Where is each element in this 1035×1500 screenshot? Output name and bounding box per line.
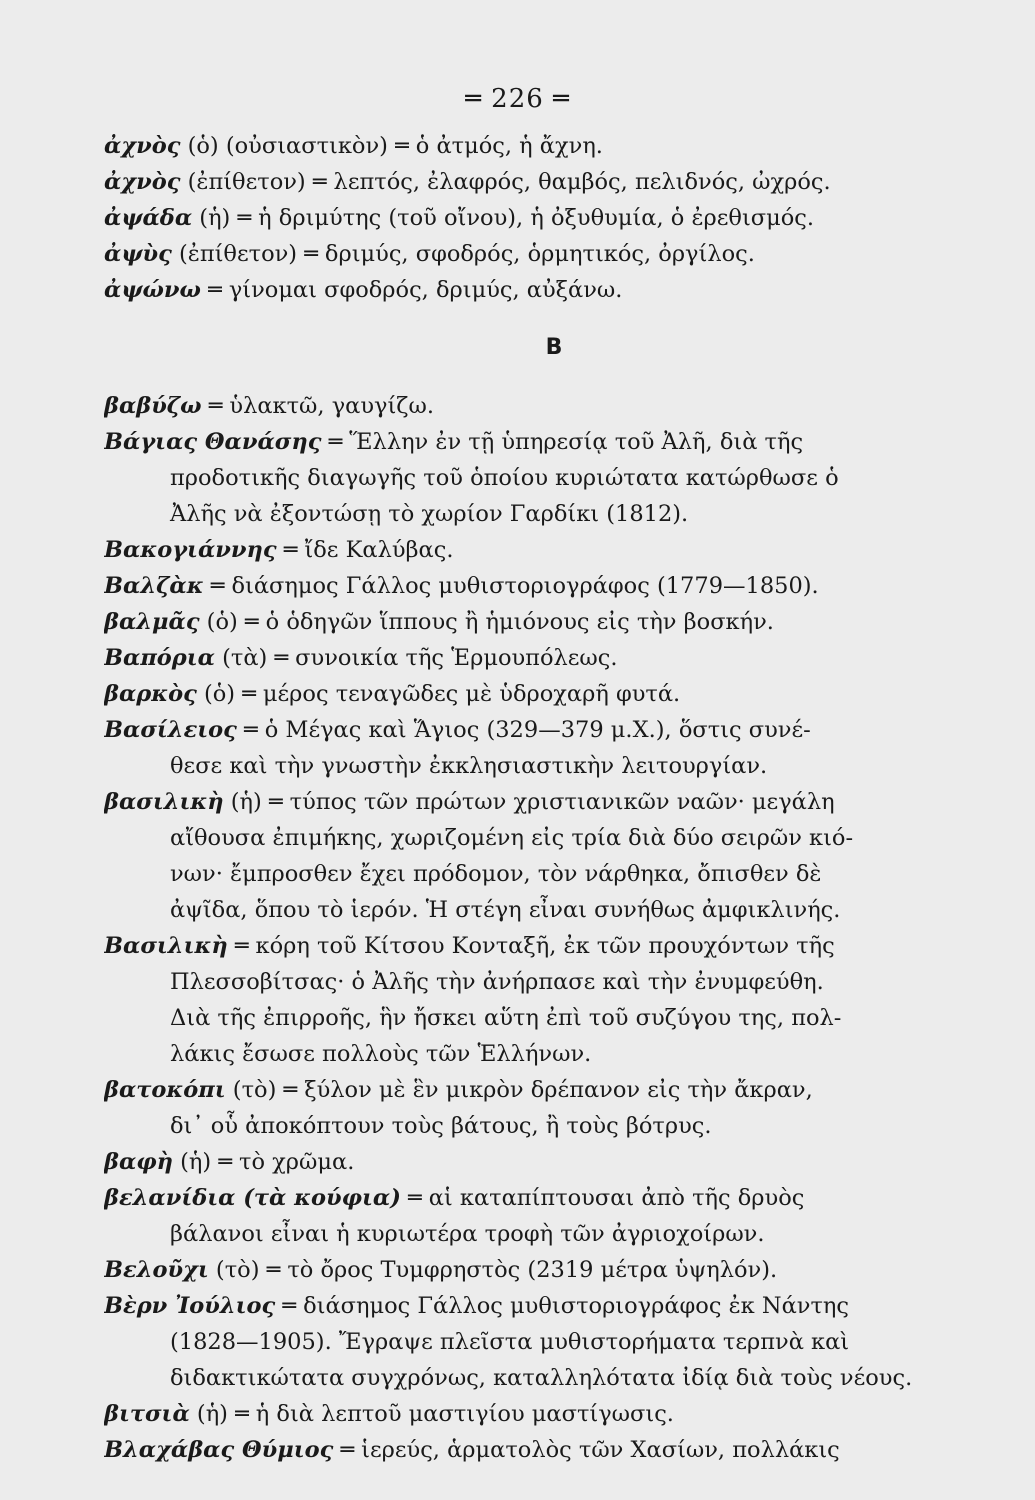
entry-headword: βασιλικὴ — [104, 789, 224, 815]
entry-continuation-line — [104, 460, 994, 496]
entry-definition: (τὸ) ═ τὸ ὄρος Τυμφρηστὸς (2319 μέτρα ὑψηλόν). — [208, 1257, 778, 1283]
entry-continuation-line — [104, 892, 994, 928]
entry-continuation-line — [104, 1216, 994, 1252]
entry-definition: Διὰ τῆς ἐπιρροῆς, ἣν ἤσκει αὕτη ἐπὶ τοῦ συζύγου της, πολ- — [170, 1005, 842, 1031]
entry-headword: Βαλζὰκ — [104, 573, 204, 599]
entry-line — [104, 532, 994, 568]
entry-definition: (ἡ) ═ ἡ δριμύτης (τοῦ οἴνου), ἡ ὀξυθυμία, ὁ ἐρεθισμός. — [192, 205, 815, 231]
entry-line — [104, 1288, 994, 1324]
entry-line — [104, 1072, 994, 1108]
entry-definition: (ἡ) ═ ἡ διὰ λεπτοῦ μαστιγίου μαστίγωσις. — [189, 1401, 674, 1427]
entry-headword: Βὲρν Ἰούλιος — [104, 1293, 276, 1319]
entry-headword: βιτσιὰ — [104, 1401, 190, 1427]
entry-definition: προδοτικῆς διαγωγῆς τοῦ ὁποίου κυριώτατα κατώρθωσε ὁ — [170, 465, 839, 491]
entry-headword: ἀψὺς — [104, 241, 172, 267]
entry-continuation-line — [104, 820, 994, 856]
entry-definition: (ἡ) ═ τὸ χρῶμα. — [172, 1149, 355, 1175]
entry-definition: ═ ὑλακτῶ, γαυγίζω. — [201, 393, 434, 419]
entry-definition: ═ διάσημος Γάλλος μυθιστοριογράφος (1779—1850). — [203, 573, 819, 599]
entry-line — [104, 784, 994, 820]
entry-line — [104, 640, 994, 676]
entry-line — [104, 272, 994, 308]
entry-definition: (ὁ) (οὐσιαστικὸν) ═ ὁ ἀτμός, ἡ ἄχνη. — [180, 133, 603, 159]
entry-line — [104, 712, 994, 748]
entry-line — [104, 676, 994, 712]
entry-headword: βαβύζω — [104, 393, 202, 419]
entry-continuation-line — [104, 1036, 994, 1072]
entry-definition: (1828—1905). Ἔγραψε πλεῖστα μυθιστορήματα τερπνὰ καὶ — [170, 1329, 850, 1355]
entry-line — [104, 1252, 994, 1288]
entry-definition: (ὁ) ═ μέρος τεναγῶδες μὲ ὑδροχαρῆ φυτά. — [196, 681, 681, 707]
entry-definition: δι᾽ οὗ ἀποκόπτουν τοὺς βάτους, ἢ τοὺς βότρυς. — [170, 1113, 712, 1139]
entry-definition: ═ κόρη τοῦ Κίτσου Κονταξῆ, ἐκ τῶν προυχόντων τῆς — [227, 933, 835, 959]
entry-line — [104, 236, 994, 272]
entry-definition: (ἐπίθετον) ═ λεπτός, ἐλαφρός, θαμβός, πελιδνός, ὠχρός. — [180, 169, 831, 195]
entry-definition: διδακτικώτατα συγχρόνως, καταλληλότατα ἰδίᾳ διὰ τοὺς νέους. — [170, 1365, 913, 1391]
entry-line — [104, 1180, 994, 1216]
entry-line — [104, 568, 994, 604]
entry-headword: βελανίδια (τὰ κούφια) — [104, 1185, 401, 1211]
entry-definition: ═ γίνομαι σφοδρός, δριμύς, αὐξάνω. — [200, 277, 623, 303]
entry-definition: Ἀλῆς νὰ ἐξοντώσῃ τὸ χωρίον Γαρδίκι (1812). — [170, 501, 689, 527]
entry-headword: ἀψάδα — [104, 205, 193, 231]
entry-continuation-line — [104, 1324, 994, 1360]
entry-definition: ═ αἱ καταπίπτουσαι ἀπὸ τῆς δρυὸς — [400, 1185, 805, 1211]
entry-headword: Βασίλειος — [104, 717, 237, 743]
entry-line — [104, 164, 994, 200]
entry-headword: Βλαχάβας Θύμιος — [104, 1437, 334, 1463]
entry-definition: ἀψῖδα, ὅπου τὸ ἱερόν. Ἡ στέγη εἶναι συνήθως ἀμφικλινής. — [170, 897, 841, 923]
entry-headword: βαλμᾶς — [104, 609, 200, 635]
entry-definition: (ἐπίθετον) ═ δριμύς, σφοδρός, ὁρμητικός, ὀργίλος. — [171, 241, 755, 267]
entries-list — [104, 128, 994, 1468]
entry-continuation-line — [104, 748, 994, 784]
entry-definition: (ὁ) ═ ὁ ὁδηγῶν ἵππους ἢ ἡμιόνους εἰς τὴν βοσκήν. — [199, 609, 774, 635]
entry-line — [104, 928, 994, 964]
entry-definition: νων· ἔμπροσθεν ἔχει πρόδομον, τὸν νάρθηκα, ὄπισθεν δὲ — [170, 861, 822, 887]
entry-definition: ═ ἱερεύς, ἁρματολὸς τῶν Χασίων, πολλάκις — [333, 1437, 840, 1463]
entry-continuation-line — [104, 964, 994, 1000]
entry-definition: ═ ὁ Μέγας καὶ Ἅγιος (329—379 μ.Χ.), ὅστις συνέ- — [236, 717, 811, 743]
entry-definition: θεσε καὶ τὴν γνωστὴν ἐκκλησιαστικὴν λειτουργίαν. — [170, 753, 768, 779]
entry-line — [104, 424, 994, 460]
entry-continuation-line — [104, 1000, 994, 1036]
entry-continuation-line — [104, 1108, 994, 1144]
entry-definition: Πλεσσοβίτσας· ὁ Ἀλῆς τὴν ἀνήρπασε καὶ τὴν ἐνυμφεύθη. — [170, 969, 824, 995]
entry-definition: λάκις ἔσωσε πολλοὺς τῶν Ἑλλήνων. — [170, 1041, 592, 1067]
entry-headword: Βαπόρια — [104, 645, 215, 671]
entry-definition: ═ ἴδε Καλύβας. — [276, 537, 454, 563]
entry-headword: Βελοῦχι — [104, 1257, 209, 1283]
entry-line — [104, 604, 994, 640]
section-letter: B — [545, 335, 563, 360]
entry-definition: ═ διάσημος Γάλλος μυθιστοριογράφος ἐκ Νάντης — [275, 1293, 849, 1319]
entry-headword: ἀχνὸς — [104, 133, 181, 159]
entry-definition: βάλανοι εἶναι ἡ κυριωτέρα τροφὴ τῶν ἀγριοχοίρων. — [170, 1221, 765, 1247]
entry-headword: βατοκόπι — [104, 1077, 226, 1103]
entry-line — [104, 200, 994, 236]
entry-headword: ἀχνὸς — [104, 169, 181, 195]
entry-headword: ἀψώνω — [104, 277, 201, 303]
entry-headword: βαφὴ — [104, 1149, 173, 1175]
entry-definition: (τὰ) ═ συνοικία τῆς Ἑρμουπόλεως. — [214, 645, 618, 671]
entry-headword: Βάγιας Θανάσης — [104, 429, 322, 455]
entry-line — [104, 388, 994, 424]
entry-definition: (τὸ) ═ ξύλον μὲ ἓν μικρὸν δρέπανον εἰς τὴν ἄκραν, — [225, 1077, 813, 1103]
entry-continuation-line — [104, 496, 994, 532]
entry-continuation-line — [104, 1360, 994, 1396]
entry-definition: αἴθουσα ἐπιμήκης, χωριζομένη εἰς τρία διὰ δύο σειρῶν κιό- — [170, 825, 854, 851]
entry-line — [104, 1144, 994, 1180]
entry-line — [104, 1396, 994, 1432]
entry-line — [104, 1432, 994, 1468]
entry-definition: (ἡ) ═ τύπος τῶν πρώτων χριστιανικῶν ναῶν· μεγάλη — [223, 789, 835, 815]
entry-line — [104, 128, 994, 164]
entry-definition: ═ Ἕλλην ἐν τῇ ὑπηρεσίᾳ τοῦ Ἀλῆ, διὰ τῆς — [321, 429, 804, 455]
entry-headword: βαρκὸς — [104, 681, 197, 707]
page-number: ═ 226 ═ — [465, 84, 570, 114]
entry-headword: Βακογιάννης — [104, 537, 277, 563]
entry-continuation-line — [104, 856, 994, 892]
entry-headword: Βασιλικὴ — [104, 933, 228, 959]
